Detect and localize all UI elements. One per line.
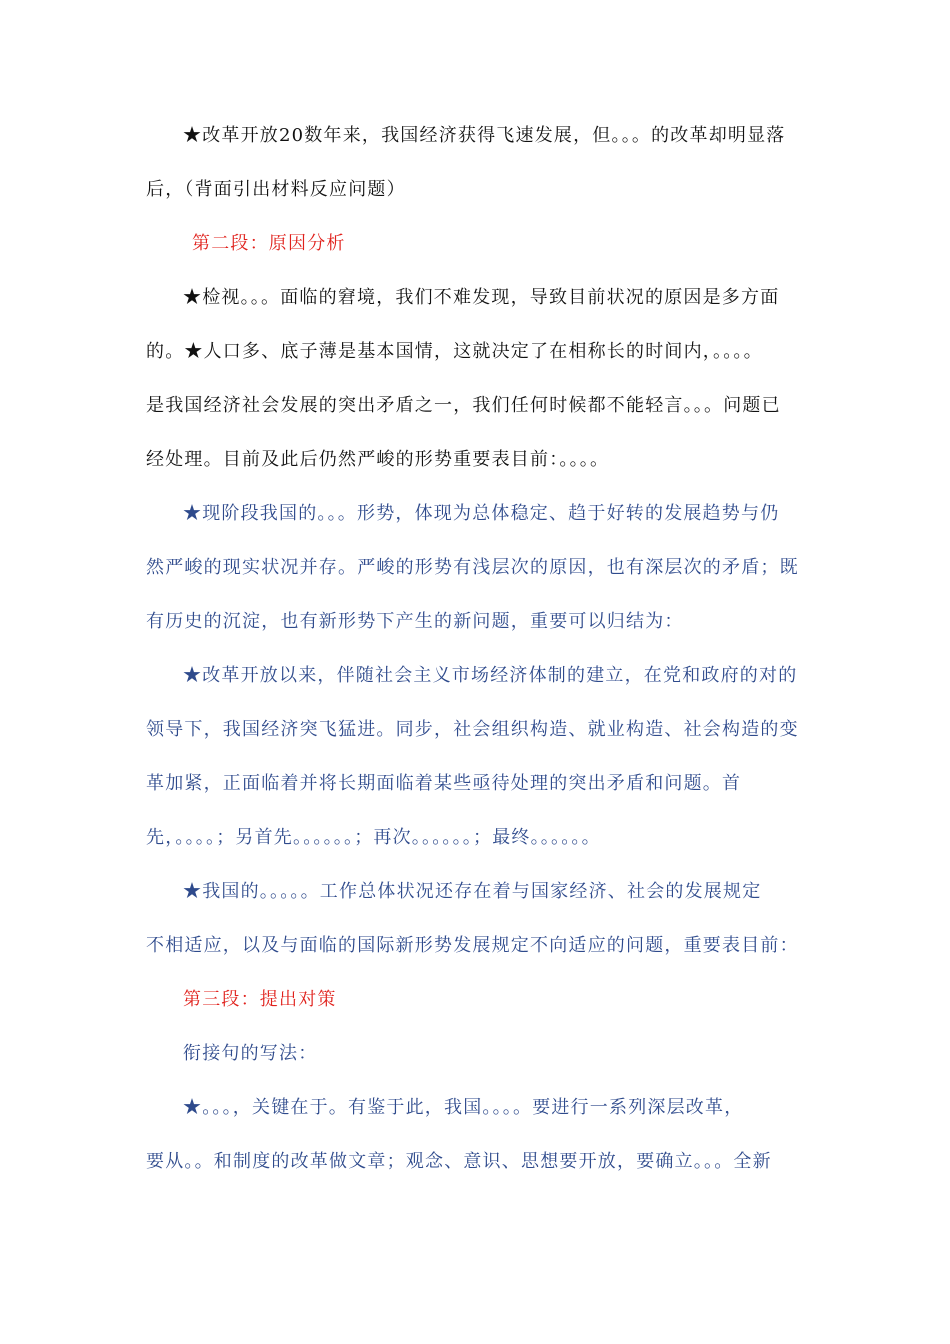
paragraph-5-line-2: 不相适应，以及与面临的国际新形势发展规定不向适应的问题，重要表目前： (146, 935, 799, 956)
transition-sentence-label: 衔接句的写法： (183, 1043, 318, 1064)
paragraph-1-line-2: 后，（背面引出材料反应问题） (146, 179, 406, 200)
section-heading-3: 第三段：提出对策 (183, 989, 337, 1010)
paragraph-6-line-2: 要从。。和制度的改革做文章；观念、意识、思想要开放，要确立。。。全新 (146, 1151, 772, 1172)
paragraph-4-line-4: 先，。。。。；另首先。。。。。。；再次。。。。。。；最终。。。。。。 (146, 827, 601, 848)
paragraph-2-line-4: 经处理。目前及此后仍然严峻的形势重要表目前：。。。。 (146, 449, 610, 470)
paragraph-2-line-3: 是我国经济社会发展的突出矛盾之一，我们任何时候都不能轻言。。。问题已 (146, 395, 781, 416)
paragraph-3-line-1: ★现阶段我国的。。。形势，体现为总体稳定、趋于好转的发展趋势与仍 (183, 503, 780, 524)
paragraph-3-line-2: 然严峻的现实状况并存。严峻的形势有浅层次的原因，也有深层次的矛盾；既 (146, 557, 799, 578)
paragraph-4-line-1: ★改革开放以来，伴随社会主义市场经济体制的建立，在党和政府的对的 (183, 665, 798, 686)
paragraph-2-line-2: 的。★人口多、底子薄是基本国情，这就决定了在相称长的时间内，。。。。 (146, 341, 763, 362)
paragraph-5-line-1: ★我国的。。。。。工作总体状况还存在着与国家经济、社会的发展规定 (183, 881, 762, 902)
paragraph-6-line-1: ★。。。，关键在于。有鉴于此，我国。。。。要进行一系列深层改革， (183, 1097, 744, 1118)
paragraph-4-line-2: 领导下，我国经济突飞猛进。同步，社会组织构造、就业构造、社会构造的变 (146, 719, 799, 740)
section-heading-2: 第二段：原因分析 (192, 233, 346, 254)
paragraph-2-line-1: ★检视。。。面临的窘境，我们不难发现，导致目前状况的原因是多方面 (183, 287, 780, 308)
paragraph-3-line-3: 有历史的沉淀，也有新形势下产生的新问题，重要可以归结为： (146, 611, 684, 632)
paragraph-1-line-1: ★改革开放20数年来，我国经济获得飞速发展，但。。。的改革却明显落 (183, 125, 786, 146)
paragraph-4-line-3: 革加紧，正面临着并将长期面临着某些亟待处理的突出矛盾和问题。首 (146, 773, 742, 794)
